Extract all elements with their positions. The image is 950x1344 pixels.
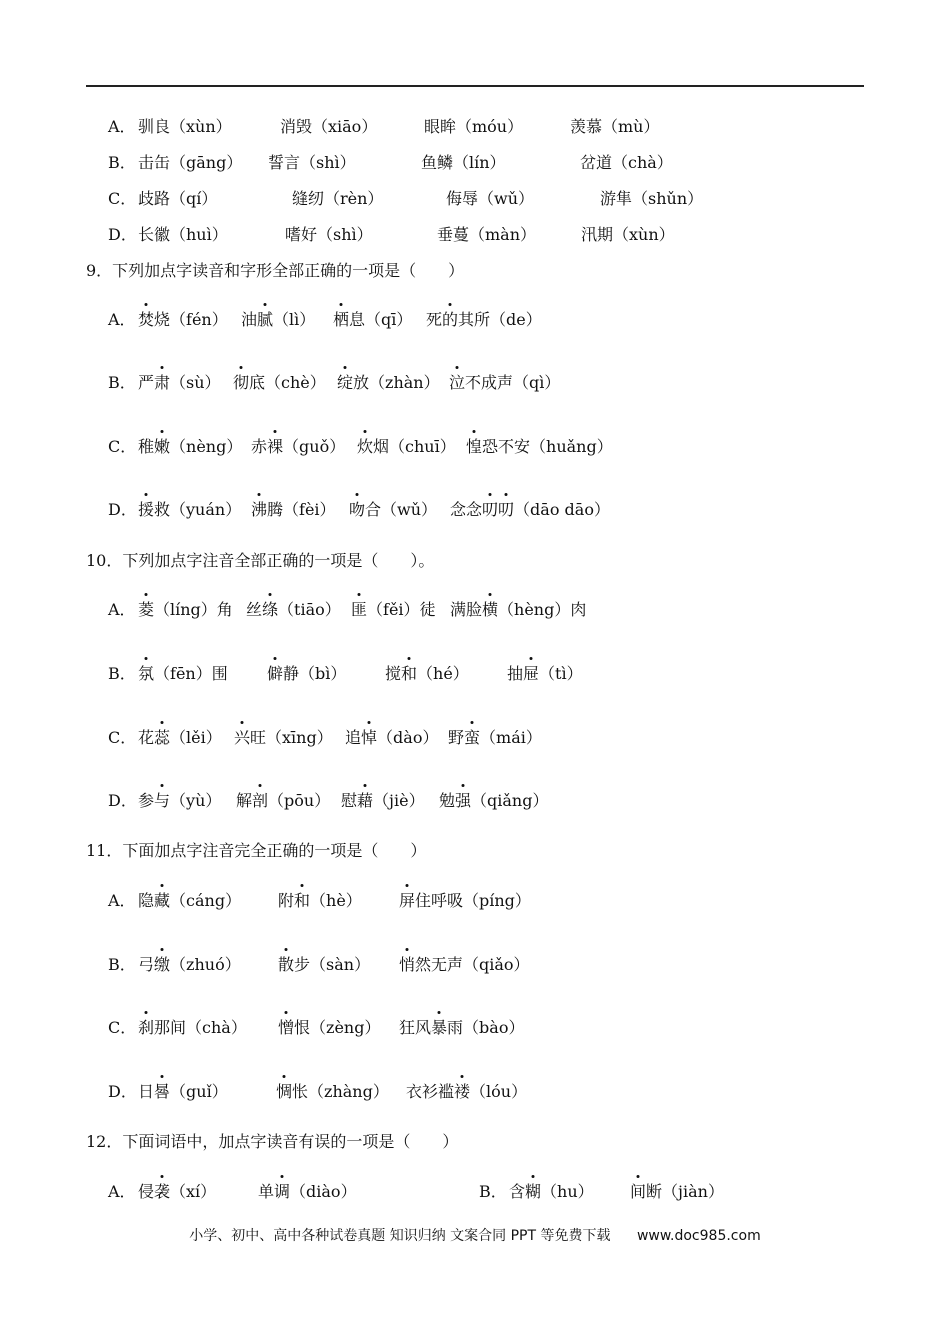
option-item [406, 1080, 527, 1104]
item-text: 慰 [341, 791, 358, 810]
emphasis-dot-chars: 泣 [449, 373, 465, 392]
option-item [439, 789, 548, 813]
option-item [399, 1016, 524, 1040]
option-item [138, 662, 228, 686]
option-item [267, 662, 346, 686]
emphasis-dot-chars: 嫩 [154, 437, 170, 456]
option-item: 誓言（shì） [268, 153, 356, 172]
emphasis-dot-chars: 糊 [525, 1182, 541, 1201]
option-item [138, 726, 222, 750]
item-text: （nèng） [170, 437, 243, 456]
option-item: 鱼鳞（lín） [421, 153, 506, 172]
item-text: （lóu） [470, 1082, 528, 1101]
item-text: 断（jiàn） [646, 1182, 724, 1201]
option-letter: D． [108, 225, 137, 244]
item-text: （hé） [417, 664, 469, 683]
item-text: （sù） [170, 373, 221, 392]
item-text: 衣衫褴 [406, 1082, 455, 1101]
item-text: （qiǎng） [471, 791, 549, 810]
item-text: 抽 [507, 664, 524, 683]
emphasis-dot-chars: 沸 [251, 500, 267, 519]
option-item [241, 308, 315, 332]
item-text: 丝 [246, 600, 263, 619]
item-text: 隐 [138, 891, 155, 910]
option-item: 驯良（xùn） [138, 117, 232, 136]
option-item [138, 1016, 247, 1040]
question-stem: 12．下面词语中，加点字读音有误的一项是（ ） [86, 1132, 459, 1151]
emphasis-dot-chars: 藉 [357, 791, 373, 810]
option-letter: B． [108, 955, 136, 974]
option-item [138, 1180, 216, 1204]
item-text: 底（chè） [249, 373, 326, 392]
emphasis-dot-chars: 蕊 [154, 728, 170, 747]
emphasis-dot-chars: 肃 [154, 373, 170, 392]
option-item [251, 435, 345, 459]
option-letter: B． [108, 153, 136, 172]
option-item [337, 371, 440, 395]
emphasis-dot-chars: 惶 [466, 437, 482, 456]
option-item: 侮辱（wǔ） [446, 189, 535, 208]
item-text: 腾（fèi） [267, 500, 336, 519]
option-item [258, 1180, 357, 1204]
option-item [507, 662, 583, 686]
option-item: 缝纫（rèn） [292, 189, 384, 208]
option-item [357, 435, 456, 459]
footer-text: 小学、初中、高中各种试卷真题 知识归纳 文案合同 PPT 等免费下载 [189, 1228, 611, 1244]
item-text: 稚 [138, 437, 155, 456]
option-item [345, 726, 438, 750]
option-item [278, 1016, 380, 1040]
question-stem: 10．下列加点字注音全部正确的一项是（ ）。 [86, 551, 435, 570]
item-text: （guǒ） [283, 437, 346, 456]
emphasis-dot-chars: 援 [138, 500, 154, 519]
option-item [351, 598, 436, 622]
emphasis-dot-chars: 惆 [276, 1082, 292, 1101]
option-item [399, 953, 530, 977]
emphasis-dot-chars: 蛮 [464, 728, 480, 747]
item-text: 烟（chuī） [373, 437, 456, 456]
option-letter: B． [108, 373, 136, 392]
item-text: （zhuó） [170, 955, 241, 974]
option-item [138, 889, 241, 913]
item-text: 油 [241, 310, 258, 329]
item-text: 追 [345, 728, 362, 747]
option-letter: C． [108, 437, 137, 456]
option-item [448, 726, 542, 750]
item-text: 念念 [450, 500, 483, 519]
option-item: 长徽（huì） [138, 225, 228, 244]
emphasis-dot-chars: 腻 [257, 310, 273, 329]
item-text: 含 [509, 1182, 526, 1201]
emphasis-dot-chars: 晷 [154, 1082, 170, 1101]
item-text: 解 [236, 791, 253, 810]
option-item [138, 435, 242, 459]
item-text: （lì） [273, 310, 316, 329]
emphasis-dot-chars: 与 [154, 791, 170, 810]
option-item [399, 889, 531, 913]
emphasis-dot-chars: 绽 [337, 373, 353, 392]
item-text: （hèng）肉 [498, 600, 587, 619]
item-text: （diào） [290, 1182, 357, 1201]
question-stem: 11．下面加点字注音完全正确的一项是（ ） [86, 841, 427, 860]
item-text: 放（zhàn） [353, 373, 440, 392]
question-stem: 9．下列加点字读音和字形全部正确的一项是（ ） [86, 261, 465, 280]
emphasis-dot-chars: 和 [401, 664, 417, 683]
header-rule [86, 85, 864, 87]
emphasis-dot-chars: 屉 [523, 664, 539, 683]
emphasis-dot-chars: 栖 [333, 310, 349, 329]
item-text: 烧（fén） [154, 310, 228, 329]
option-item [385, 662, 469, 686]
item-text: 步（sàn） [294, 955, 371, 974]
option-letter: C． [108, 1018, 137, 1037]
option-item [278, 953, 370, 977]
item-text: （hè） [310, 891, 362, 910]
option-item [138, 371, 221, 395]
item-text: （guǐ） [170, 1082, 228, 1101]
item-text: 野 [448, 728, 465, 747]
item-text: （xí） [170, 1182, 217, 1201]
item-text: 单 [258, 1182, 275, 1201]
item-text: （pōu） [268, 791, 331, 810]
emphasis-dot-chars: 悄 [399, 955, 415, 974]
option-item [138, 953, 241, 977]
option-item: 歧路（qí） [138, 189, 218, 208]
option-item [246, 598, 341, 622]
emphasis-dot-chars: 氛 [138, 664, 154, 683]
option-item [449, 371, 560, 395]
option-item [251, 498, 336, 522]
item-text: 雨（bào） [447, 1018, 525, 1037]
option-item [349, 498, 437, 522]
item-text: 合（wǔ） [365, 500, 438, 519]
emphasis-dot-chars: 裸 [267, 437, 283, 456]
emphasis-dot-chars: 炊 [357, 437, 373, 456]
option-letter: C． [108, 189, 137, 208]
item-text: 赤 [251, 437, 268, 456]
emphasis-dot-chars: 缴 [154, 955, 170, 974]
item-text: 怅（zhàng） [292, 1082, 389, 1101]
item-text: 搅 [385, 664, 402, 683]
option-item [278, 889, 362, 913]
option-letter: A． [108, 310, 136, 329]
emphasis-dot-chars: 藏 [154, 891, 170, 910]
item-text: 恐不安（huǎng） [482, 437, 613, 456]
option-item [233, 371, 326, 395]
emphasis-dot-chars: 和 [294, 891, 310, 910]
item-text: 狂风 [399, 1018, 432, 1037]
emphasis-dot-chars: 横 [482, 600, 498, 619]
option-letter: A． [108, 891, 136, 910]
option-item: 消毁（xiāo） [280, 117, 378, 136]
page-footer [0, 1225, 950, 1245]
option-item [234, 726, 333, 750]
emphasis-dot-chars: 焚 [138, 310, 154, 329]
emphasis-dot-chars: 兴 [234, 728, 250, 747]
item-text: 救（yuán） [154, 500, 242, 519]
option-item [466, 435, 613, 459]
item-text: 不成声（qì） [465, 373, 561, 392]
option-item [138, 789, 221, 813]
emphasis-dot-chars: 的 [442, 310, 458, 329]
emphasis-dot-chars: 屏 [399, 891, 415, 910]
item-text: （fēn）围 [154, 664, 228, 683]
item-text: （fěi）徒 [367, 600, 436, 619]
option-item [509, 1180, 594, 1204]
emphasis-dot-chars: 散 [278, 955, 294, 974]
emphasis-dot-chars: 菱 [138, 600, 154, 619]
emphasis-dot-chars: 刹 [138, 1018, 154, 1037]
item-text: （yù） [170, 791, 222, 810]
item-text: 静（bì） [283, 664, 347, 683]
item-text: （lěi） [170, 728, 222, 747]
item-text: （hu） [541, 1182, 594, 1201]
option-item [138, 598, 233, 622]
option-letter: B． [479, 1182, 507, 1201]
item-text: 旺（xīng） [250, 728, 333, 747]
option-item: 嗜好（shì） [285, 225, 373, 244]
item-text: 侵 [138, 1182, 155, 1201]
option-letter: B． [108, 664, 136, 683]
item-text: （jiè） [373, 791, 425, 810]
item-text: （tiāo） [278, 600, 341, 619]
emphasis-dot-chars: 僻 [267, 664, 283, 683]
option-item [276, 1080, 389, 1104]
emphasis-dot-chars: 悼 [361, 728, 377, 747]
item-text: 然无声（qiǎo） [415, 955, 530, 974]
emphasis-dot-chars: 彻 [233, 373, 249, 392]
option-item [450, 598, 586, 622]
item-text: （dào） [377, 728, 439, 747]
item-text: 参 [138, 791, 155, 810]
footer-url[interactable]: www.doc985.com [636, 1228, 761, 1244]
item-text: 日 [138, 1082, 155, 1101]
option-item [450, 498, 610, 522]
option-item: 汛期（xùn） [581, 225, 675, 244]
option-item: 羡慕（mù） [570, 117, 660, 136]
option-letter: A． [108, 1182, 136, 1201]
item-text: 那间（chà） [154, 1018, 247, 1037]
option-item: 垂蔓（màn） [437, 225, 537, 244]
option-letter: D． [108, 500, 137, 519]
option-item: 游隼（shǔn） [600, 189, 704, 208]
emphasis-dot-chars: 袭 [154, 1182, 170, 1201]
emphasis-dot-chars: 憎 [278, 1018, 294, 1037]
option-item [138, 1080, 228, 1104]
option-item [138, 498, 241, 522]
item-text: 严 [138, 373, 155, 392]
item-text: （cáng） [170, 891, 242, 910]
option-letter: D． [108, 791, 137, 810]
emphasis-dot-chars: 吻 [349, 500, 365, 519]
item-text: （dāo dāo） [514, 500, 610, 519]
option-item [138, 308, 228, 332]
item-text: （mái） [480, 728, 542, 747]
emphasis-dot-chars: 调 [274, 1182, 290, 1201]
option-item [333, 308, 412, 332]
item-text: 死 [426, 310, 443, 329]
option-item [630, 1180, 724, 1204]
option-item: 眼眸（móu） [424, 117, 524, 136]
emphasis-dot-chars: 匪 [351, 600, 367, 619]
item-text: 附 [278, 891, 295, 910]
emphasis-dot-chars: 强 [455, 791, 471, 810]
item-text: （líng）角 [154, 600, 233, 619]
emphasis-dot-chars: 叨叨 [482, 500, 514, 519]
emphasis-dot-chars: 暴 [431, 1018, 447, 1037]
item-text: 满脸 [450, 600, 483, 619]
option-item [426, 308, 542, 332]
item-text: 其所（de） [458, 310, 542, 329]
emphasis-dot-chars: 剖 [252, 791, 268, 810]
item-text: 恨（zèng） [294, 1018, 381, 1037]
emphasis-dot-chars: 褛 [454, 1082, 470, 1101]
emphasis-dot-chars: 间 [630, 1182, 646, 1201]
emphasis-dot-chars: 绦 [262, 600, 278, 619]
option-letter: D． [108, 1082, 137, 1101]
option-item [236, 789, 330, 813]
option-letter: C． [108, 728, 137, 747]
item-text: （tì） [539, 664, 583, 683]
item-text: 弓 [138, 955, 155, 974]
option-letter: A． [108, 117, 136, 136]
item-text: 息（qī） [349, 310, 413, 329]
option-item: 击缶（gāng） [138, 153, 243, 172]
option-item: 岔道（chà） [580, 153, 673, 172]
item-text: 花 [138, 728, 155, 747]
item-text: 住呼吸（píng） [415, 891, 531, 910]
option-letter: A． [108, 600, 136, 619]
item-text: 勉 [439, 791, 456, 810]
option-item [341, 789, 425, 813]
